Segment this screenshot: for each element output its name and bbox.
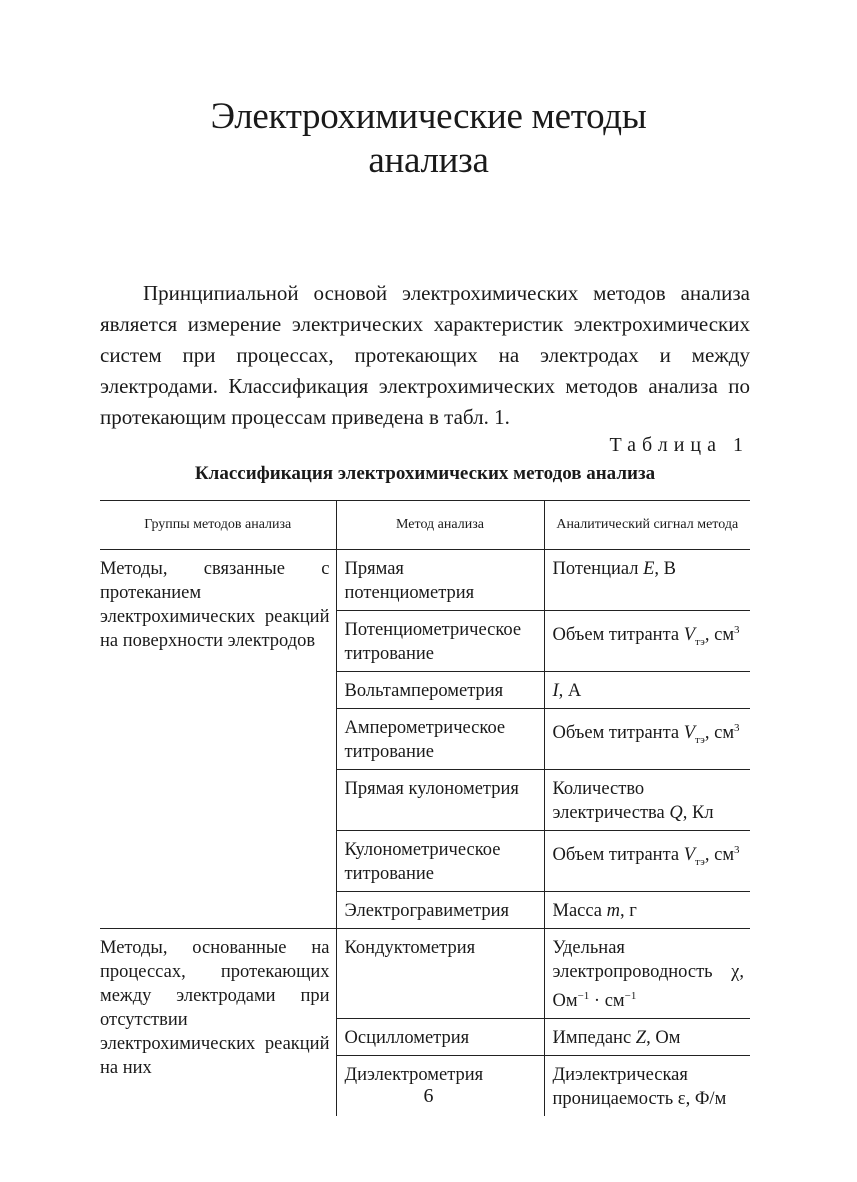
signal-unit: , Ом <box>646 1028 681 1049</box>
title-line-1: Электрохимические методы <box>210 96 647 137</box>
signal-subscript: тэ <box>695 635 705 648</box>
method-cell: Кулонометрическое титрование <box>336 831 544 892</box>
page-title <box>100 95 757 183</box>
method-cell: Прямая кулонометрия <box>336 770 544 831</box>
method-cell: Кондуктометрия <box>336 929 544 1019</box>
header-method: Метод анализа <box>336 501 544 550</box>
header-groups: Группы методов анализа <box>100 501 336 550</box>
signal-cell <box>544 672 750 709</box>
signal-subscript: тэ <box>695 733 705 746</box>
signal-text: Импеданс <box>552 1028 636 1049</box>
signal-cell <box>544 611 750 672</box>
signal-variable: E <box>643 559 655 579</box>
classification-table <box>100 500 750 1116</box>
signal-unit-part: · см <box>589 991 625 1012</box>
signal-variable: I <box>552 681 559 701</box>
signal-superscript: 3 <box>734 624 740 636</box>
method-cell: Потенциометрическое титрование <box>336 611 544 672</box>
signal-cell <box>544 1019 750 1056</box>
signal-text: Объем титранта <box>552 845 684 866</box>
signal-text: Объем титранта <box>552 723 684 744</box>
table-header-row <box>100 501 750 550</box>
signal-text: Масса <box>552 901 607 921</box>
signal-superscript: −1 <box>577 990 590 1002</box>
signal-superscript: −1 <box>624 990 637 1002</box>
signal-cell <box>544 831 750 892</box>
title-line-2: анализа <box>368 140 489 181</box>
table-body <box>100 550 750 1117</box>
method-cell: Диэлектрометрия <box>336 1056 544 1117</box>
page-number: 6 <box>423 1085 434 1107</box>
signal-text: Удельная электропроводность χ, Ом <box>552 938 744 1012</box>
signal-unit: , Кл <box>682 803 714 823</box>
signal-variable: V <box>683 845 696 866</box>
header-signal: Аналитический сигнал метода <box>544 501 750 550</box>
method-cell: Электрогравиметрия <box>336 892 544 929</box>
signal-variable: V <box>683 723 696 744</box>
method-cell: Осциллометрия <box>336 1019 544 1056</box>
table-row <box>100 929 750 1019</box>
signal-unit: , см <box>704 723 735 744</box>
signal-text: Диэлектрическая проницаемость ε, Ф/м <box>552 1065 727 1110</box>
signal-text: Количество электричества <box>552 779 670 823</box>
signal-variable: V <box>683 625 696 646</box>
table-row <box>100 550 750 611</box>
table-label: Таблица 1 <box>609 434 749 456</box>
signal-text: Объем титранта <box>552 625 684 646</box>
method-cell: Прямая потенциометрия <box>336 550 544 611</box>
table-caption: Классификация электрохимических методов анализа <box>194 463 656 484</box>
signal-variable: Q <box>669 803 683 823</box>
method-cell: Амперометрическое титрование <box>336 709 544 770</box>
signal-unit: , см <box>704 625 735 646</box>
signal-superscript: 3 <box>734 722 740 734</box>
signal-cell <box>544 770 750 831</box>
signal-cell <box>544 550 750 611</box>
signal-variable: Z <box>635 1028 647 1049</box>
signal-unit: , см <box>704 845 735 866</box>
signal-variable: m <box>606 901 621 921</box>
group-cell: Методы, связанные с протеканием электрохимических реакций на поверхности электродов <box>100 550 336 929</box>
signal-unit: , А <box>558 681 582 701</box>
signal-text: Потенциал <box>552 559 644 579</box>
signal-subscript: тэ <box>695 855 705 868</box>
intro-paragraph: Принципиальной основой электрохимических методов анализа является измерение электрических характеристик электрохимических систем при процессах, протекающих на электродах и между электродами. Классификация электрохимических методов анализа по протекающим процессам приведена в табл. 1. <box>100 281 750 429</box>
signal-cell <box>544 892 750 929</box>
signal-superscript: 3 <box>734 844 740 856</box>
signal-cell <box>544 709 750 770</box>
group-cell: Методы, основанные на процессах, протекающих между электродами при отсутствии электрохимических реакций на них <box>100 929 336 1117</box>
signal-unit: , В <box>654 559 677 579</box>
signal-cell <box>544 929 750 1019</box>
method-cell: Вольтамперометрия <box>336 672 544 709</box>
signal-unit: , г <box>620 901 637 921</box>
